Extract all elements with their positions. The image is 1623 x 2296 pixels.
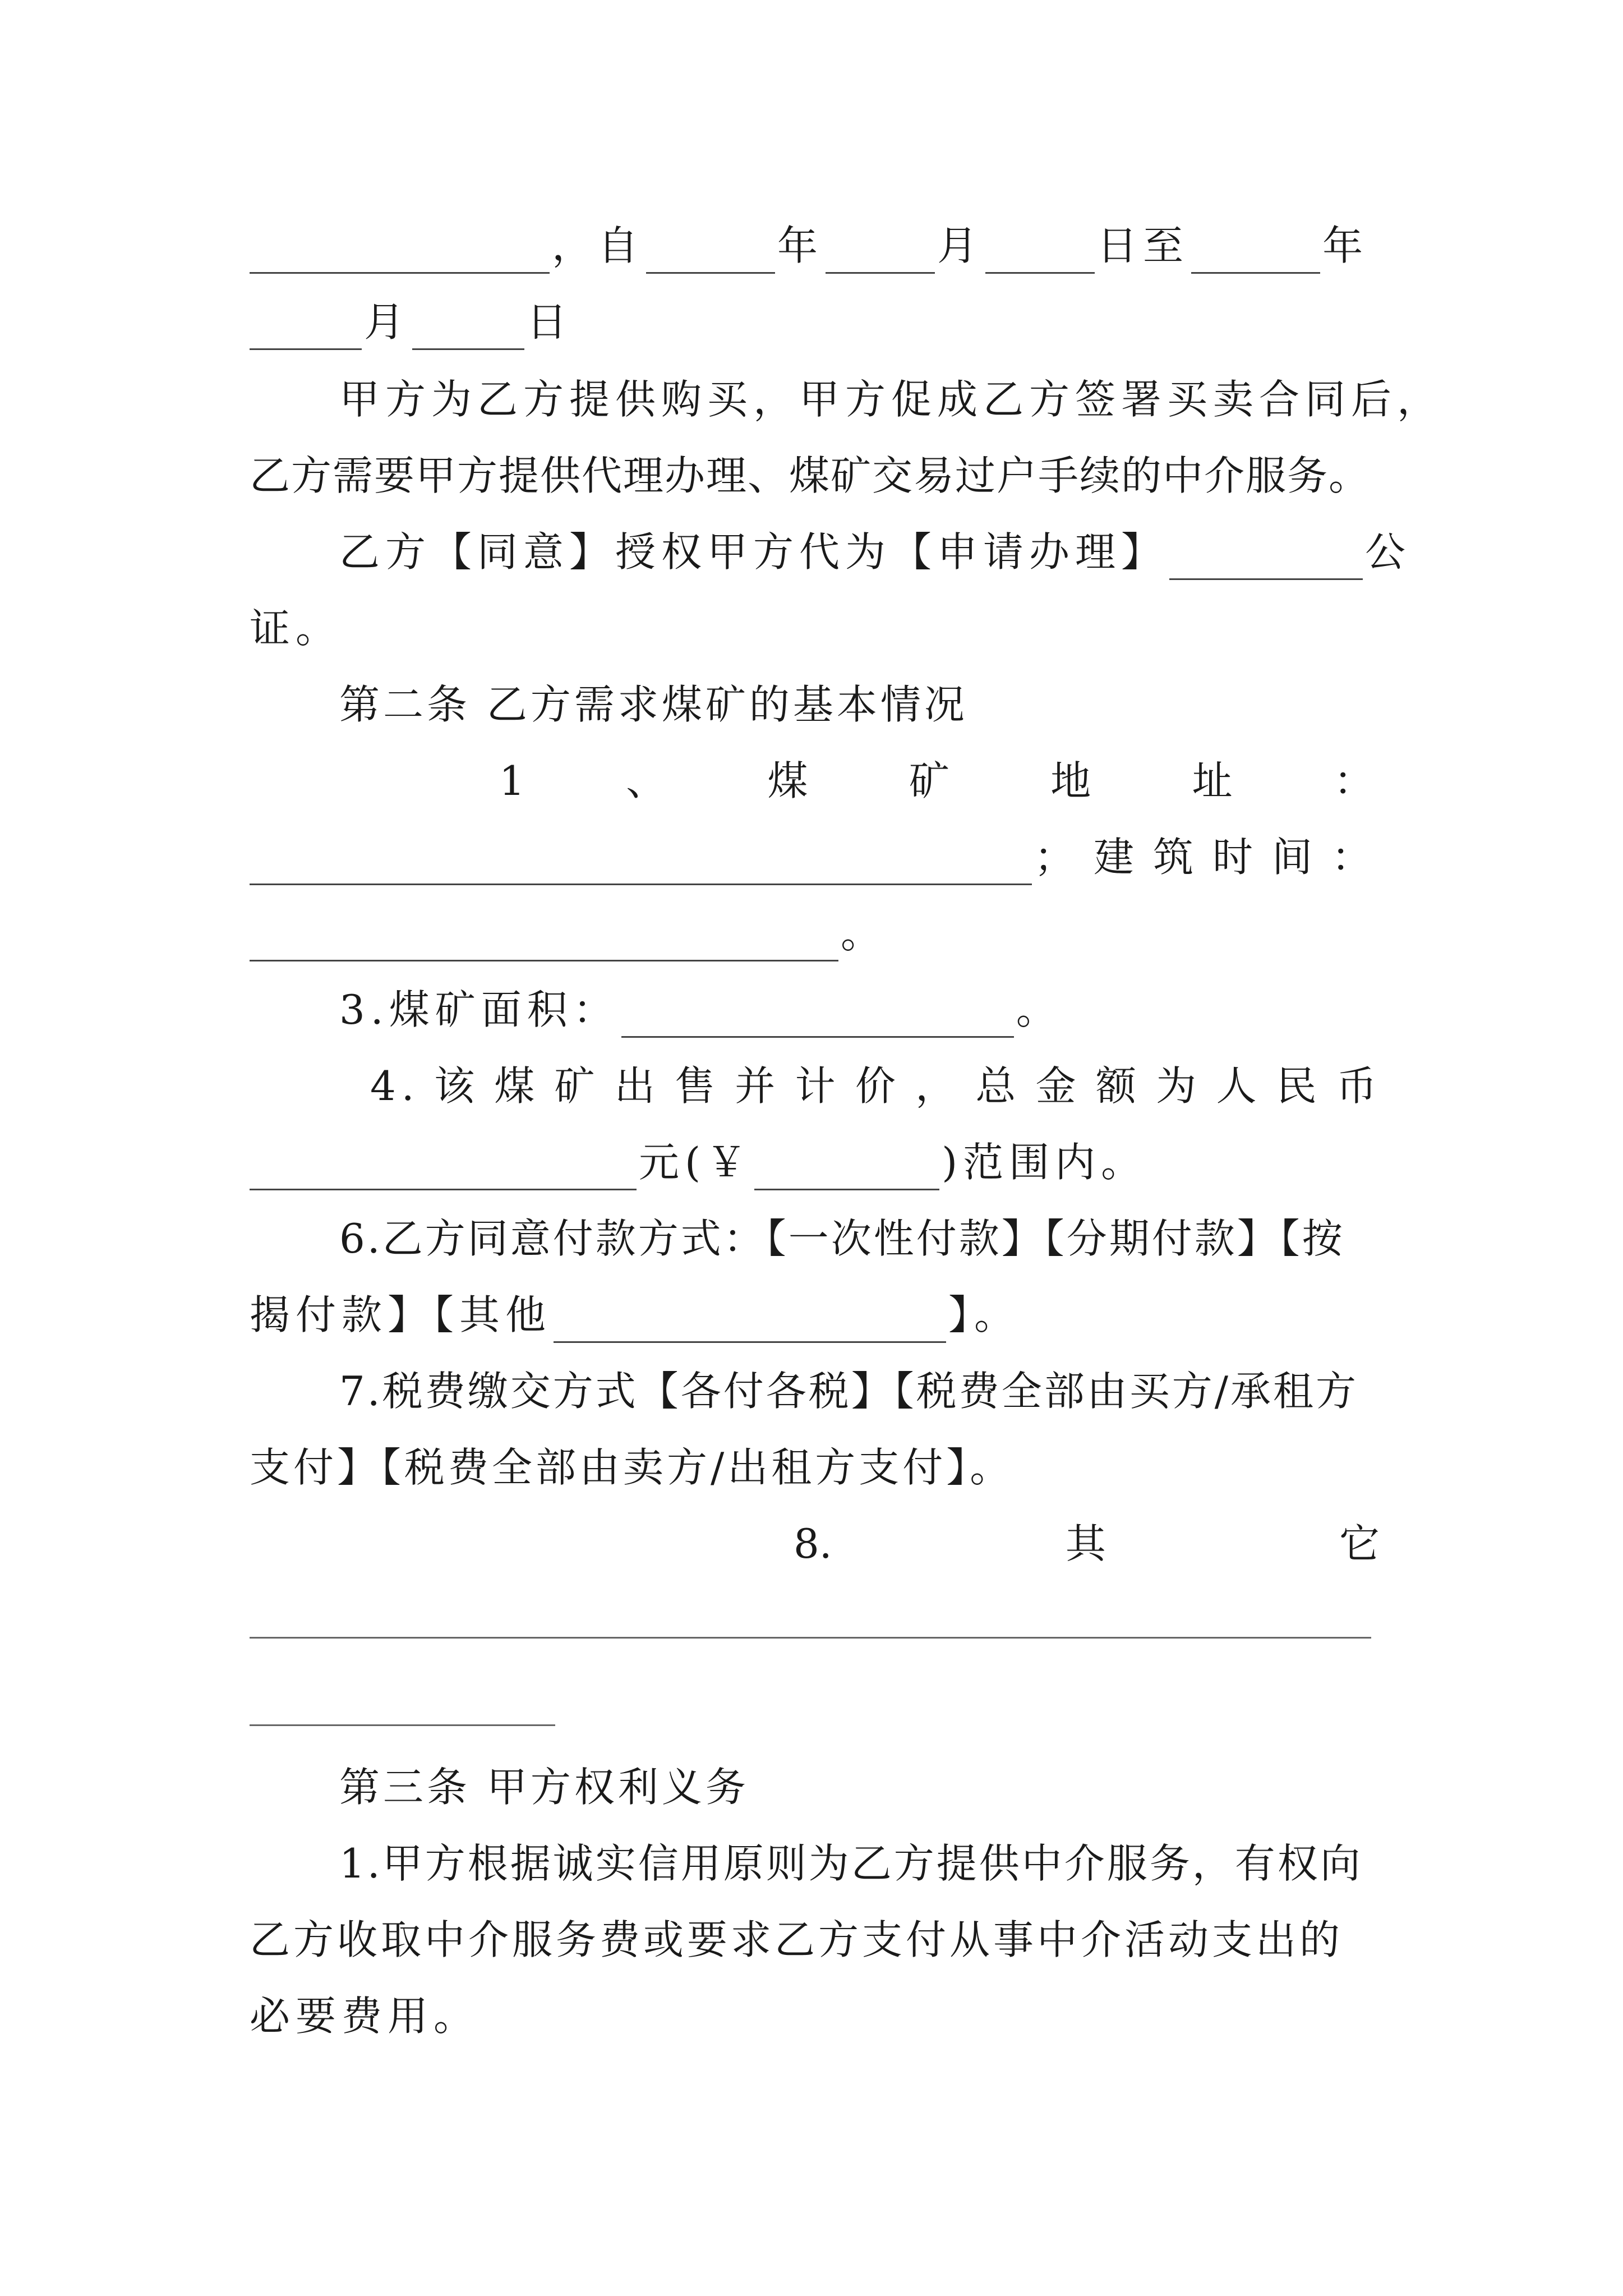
para2-line2: 证。 [250,605,342,652]
authorize-text: 乙方【同意】授权甲方代为【申请办理】 [339,528,1168,576]
article3-item1-line3: 必要费用。 [250,1993,480,2040]
article2-heading: 第二条 乙方需求煤矿的基本情况 [339,681,968,728]
item8-char: 它 [1339,1520,1380,1567]
blank-day-end [412,309,524,350]
item1-char: 1 [499,757,525,804]
blank-notary [1169,539,1363,580]
blank-address [250,844,1032,885]
item1-char: 煤 [767,757,808,804]
blank-year-end [1191,233,1320,274]
para1-line1: 甲方为乙方提供购买，甲方促成乙方签署买卖合同后， [339,376,1444,423]
blank-year [646,233,775,274]
item3-area-line [339,982,1382,1038]
item7-tax-line2: 支付】【税费全部由卖方/出租方支付】。 [250,1444,1014,1491]
item7-tax-line1: 7.税费缴交方式【各付各税】【税费全部由买方/承租方 [339,1368,1358,1415]
date-range-line [250,218,1382,274]
item1-address-label [499,753,1374,809]
blank-month-end [250,309,362,350]
period: 。 [841,910,887,957]
item1-char: 矿 [909,757,949,804]
item1-address-line [250,829,1391,885]
text-year-end: 年 [1322,222,1369,269]
blank-price-words [250,1149,637,1190]
blank-day [985,233,1095,274]
build-time-line [250,905,1382,961]
article3-item1-line1: 1.甲方根据诚实信用原则为乙方提供中介服务，有权向 [339,1840,1363,1887]
blank-field [250,233,550,274]
range-text: )范围内。 [942,1139,1147,1186]
item8-char: 其 [1065,1520,1106,1567]
text-year: 年 [777,222,824,269]
item6-payment-line2 [250,1287,1382,1343]
text-gong: 公 [1365,528,1412,576]
text-month: 月 [937,222,984,269]
bracket-close: 】。 [948,1291,1021,1338]
build-time-label: ；建筑时间： [1034,834,1391,881]
article3-heading: 第三条 甲方权利义务 [339,1764,749,1811]
item1-char: 址 [1192,757,1233,804]
item4-price-line1: 4.该煤矿出售并计价，总金额为人民币 [370,1062,1382,1110]
item1-char: ： [1333,757,1374,804]
payment-other-label: 揭付款】【其他 [250,1291,552,1338]
blank-price-amount [754,1149,939,1190]
item8-other-label [794,1516,1380,1572]
text-month-end: 月 [364,298,411,346]
blank-payment-other [554,1302,946,1343]
text-day-to: 日至 [1097,222,1189,269]
item1-char: 地 [1050,757,1091,804]
period: 。 [1016,986,1062,1033]
yuan-label: 元(￥ [639,1139,753,1186]
blank-build-time [250,921,838,961]
item6-payment-line1: 6.乙方同意付款方式：【一次性付款】【分期付款】【按 [339,1215,1345,1262]
para1-line2: 乙方需要甲方提供代理办理、煤矿交易过户手续的中介服务。 [250,452,1371,499]
item1-char: 、 [626,757,667,804]
item8-char: 8. [794,1520,832,1567]
date-range-line-2 [250,294,1382,350]
text-day-end: 日 [527,298,573,346]
blank-other-line2 [250,1724,555,1726]
area-label: 3.煤矿面积： [339,986,619,1033]
blank-other-line1 [250,1637,1371,1639]
text-comma-from: ，自 [552,222,644,269]
para2-line1 [339,524,1412,580]
blank-area [621,997,1014,1038]
blank-month [826,233,935,274]
article3-item1-line2: 乙方收取中介服务费或要求乙方支付从事中介活动支出的 [250,1916,1344,1963]
item4-price-line2 [250,1134,1382,1190]
